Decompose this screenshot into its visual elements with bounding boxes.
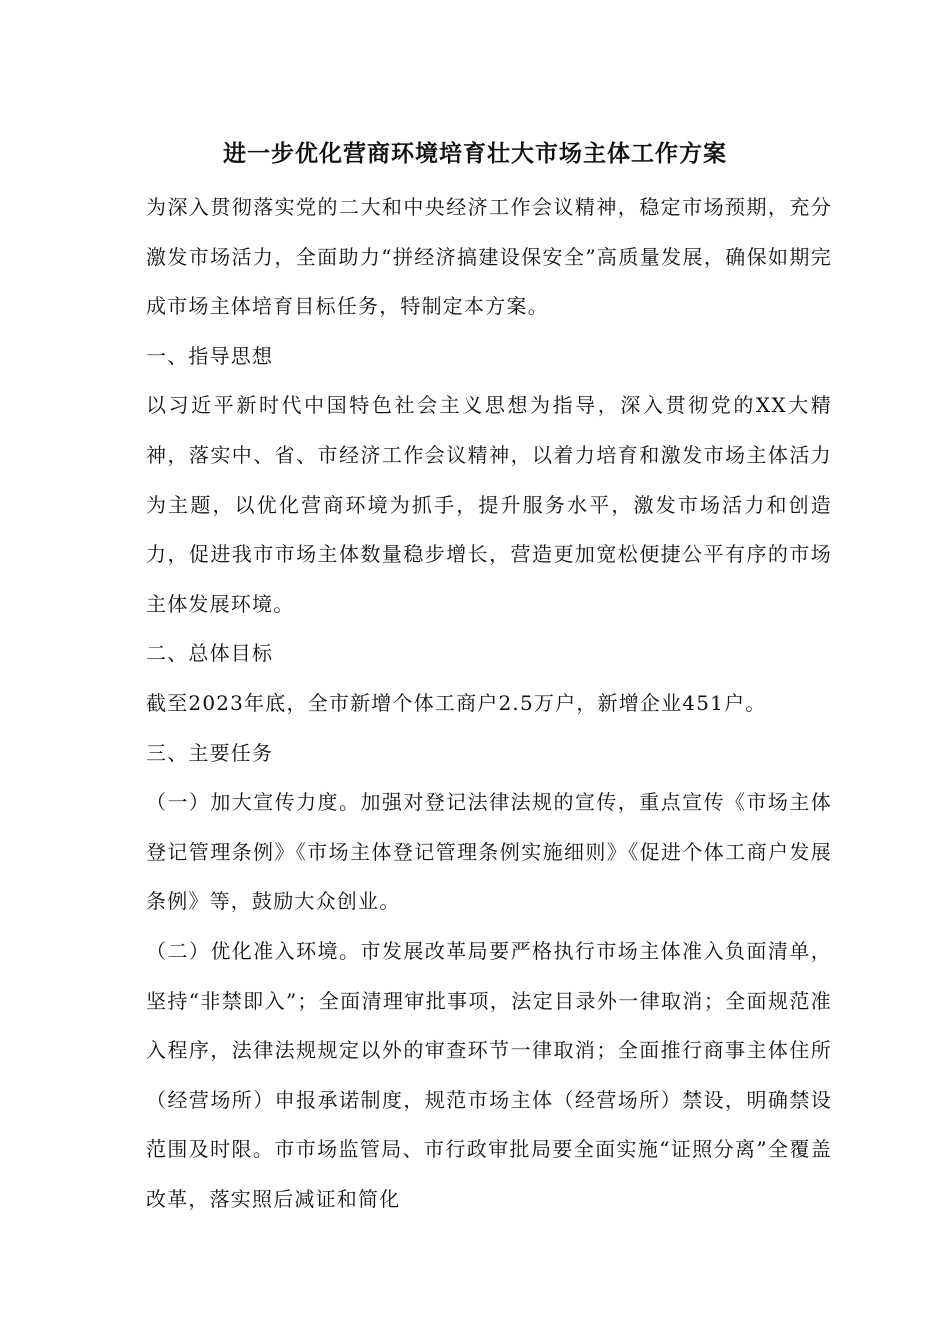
guiding-ideology-paragraph: 以习近平新时代中国特色社会主义思想为指导，深入贯彻党的XX大精神，落实中、省、市经济工作会议精神，以着力培育和激发市场主体活力为主题，以优化营商环境为抓手，提升服务水平，激发市场活力和创造力，促进我市市场主体数量稳步增长，营造更加宽松便捷公平有序的市场主体发展环境。 — [146, 393, 832, 616]
task-2-paragraph: （二）优化准入环境。市发展改革局要严格执行市场主体准入负面清单，坚持“非禁即入”；全面清理审批事项，法定目录外一律取消；全面规范准入程序，法律法规规定以外的审查环节一律取消；全面推行商事主体住所（经营场所）申报承诺制度，规范市场主体（经营场所）禁设，明确禁设范围及时限。市市场监管局、市行政审批局要全面实施“证照分离”全覆盖改革，落实照后减证和简化 — [146, 938, 832, 1211]
intro-paragraph: 为深入贯彻落实党的二大和中央经济工作会议精神，稳定市场预期，充分激发市场活力，全面助力“拼经济搞建设保安全”高质量发展，确保如期完成市场主体培育目标任务，特制定本方案。 — [146, 195, 832, 319]
document-body — [146, 183, 832, 1224]
section-heading-guiding-ideology: 一、指导思想 — [146, 343, 274, 368]
task-1-paragraph: （一）加大宣传力度。加强对登记法律法规的宣传，重点宣传《市场主体登记管理条例》《市场主体登记管理条例实施细则》《促进个体工商户发展条例》等，鼓励大众创业。 — [146, 790, 832, 914]
section-heading-main-tasks: 三、主要任务 — [146, 740, 274, 765]
overall-goal-paragraph: 截至2023年底，全市新增个体工商户2.5万户，新增企业451户。 — [146, 690, 767, 715]
document-title: 进一步优化营商环境培育壮大市场主体工作方案 — [223, 140, 727, 167]
section-heading-overall-goal: 二、总体目标 — [146, 641, 274, 666]
